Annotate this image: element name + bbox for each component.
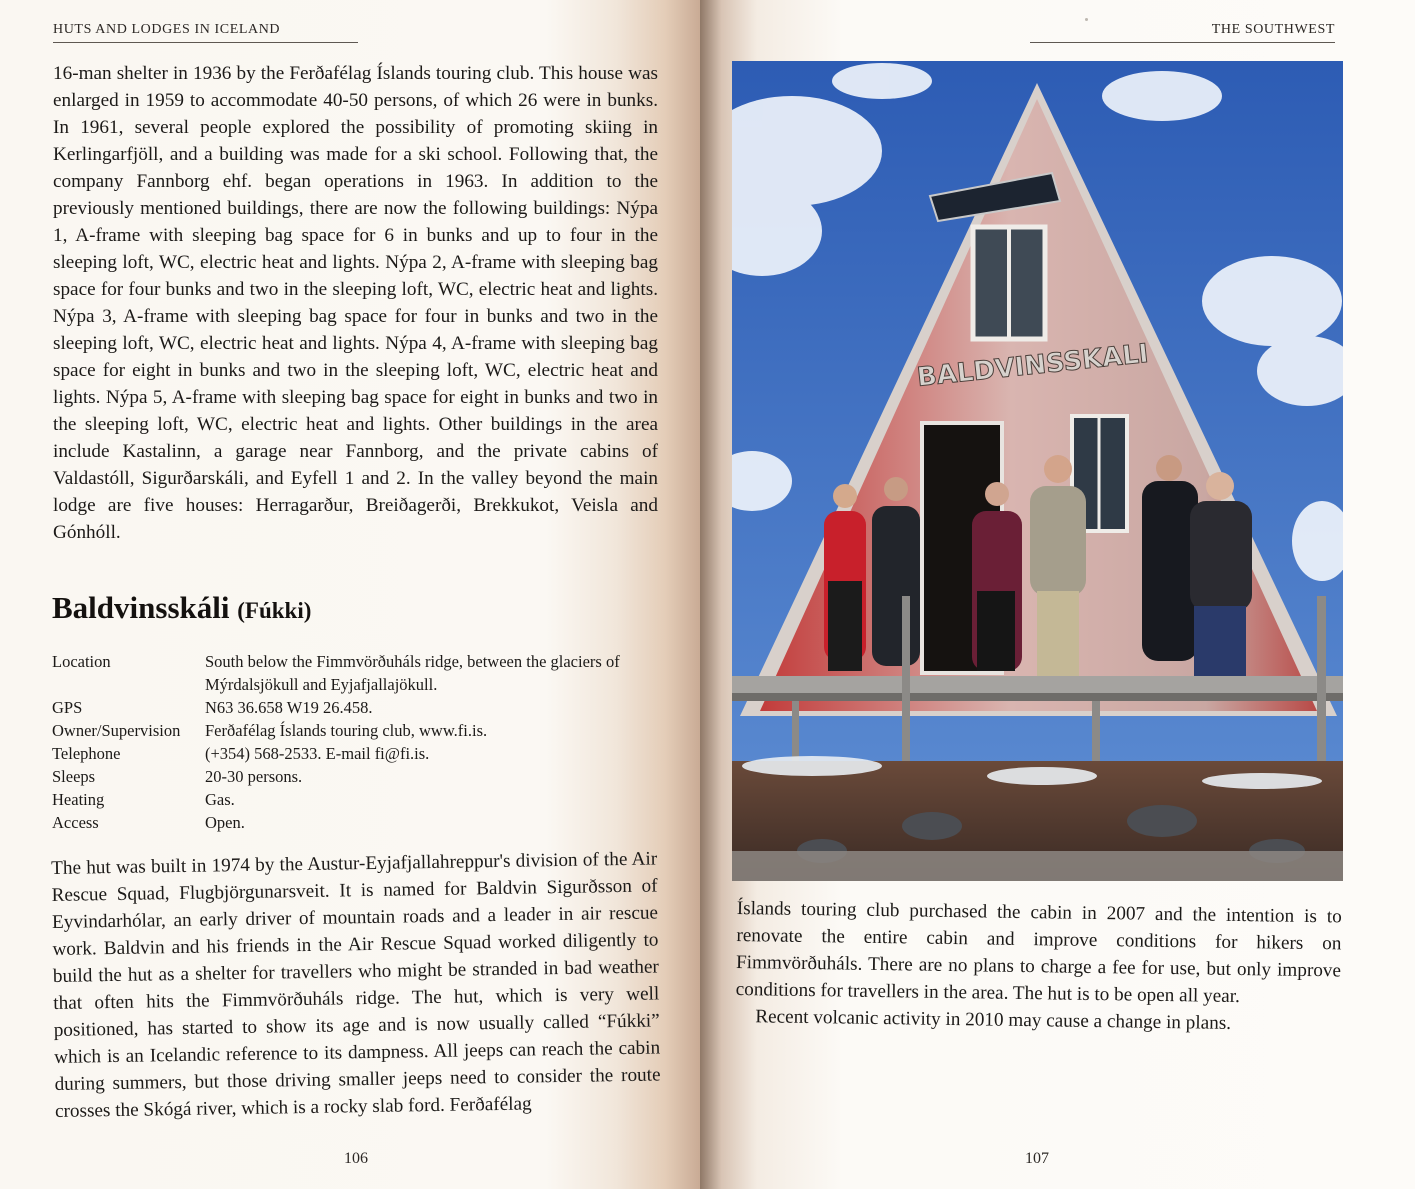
facts-row-access: [52, 811, 672, 834]
facts-row-sleeps: [52, 765, 672, 788]
facts-row-gps: [52, 696, 672, 719]
facts-row-location: [52, 650, 672, 696]
facts-value: Open.: [205, 813, 245, 832]
facts-value: Ferðafélag Íslands touring club, www.fi.is.: [205, 721, 488, 740]
people-group: [824, 455, 1252, 686]
top-paragraph: 16-man shelter in 1936 by the Ferðafélag Íslands touring club. This house was enlarged in 1959 to accommodate 40-50 persons, of which 26 were in bunks. In 1961, several people explored the possibility of promoting skiing in Kerlingarfjöll, and a building was made for a ski school. Following that, the company Fannborg ehf. began operations in 1963. In addition to the previously mentioned buildings, there are now the following buildings: Nýpa 1, A-frame with sleeping bag space for 6 in bunks and up to four in the sleeping loft, WC, electric heat and lights. Nýpa 2, A-frame with sleeping bag space for four bunks and two in the sleeping loft, WC, electric heat and lights. Nýpa 3, A-frame with sleeping bag space for four in bunks and two in the sleeping loft, WC, electric heat and lights. Nýpa 4, A-frame with sleeping bag space for eight in bunks and two in the sleeping loft, WC, electric heat and lights. Nýpa 5, A-frame with sleeping bag space for eight in bunks and two in the sleeping loft, WC, electric heat and lights. Other buildings in the area include Kastalinn, a garage near Fannborg, and the private cabins of Valdastóll, Sigurðarskáli, and Eyfell 1 and 2. In the valley beyond the main lodge are five houses: Herragarður, Breiðagerði, Brekkukot, Veisla and Gónhóll.: [53, 63, 658, 543]
facts-key: Owner/Supervision: [52, 721, 181, 740]
running-head-left: HUTS AND LODGES IN ICELAND: [53, 22, 358, 43]
facts-key: Location: [52, 652, 111, 671]
facts-table: [52, 650, 672, 834]
running-head-right: THE SOUTHWEST: [1030, 22, 1335, 43]
facts-key: Sleeps: [52, 767, 96, 786]
facts-key: GPS: [52, 698, 83, 717]
right-page: [700, 0, 1415, 1189]
section-heading: [52, 590, 311, 626]
top-paragraph-block: [53, 60, 658, 546]
hut-photo-illustration: [732, 61, 1343, 881]
section-title: Baldvinsskáli: [52, 590, 230, 625]
right-paragraph-1: Íslands touring club purchased the cabin in 2007 and the intention is to renovate the entire cabin and improve conditions for hikers on Fimmvörðuháls. There are no plans to charge a fee for use, but only improve conditions for travellers in the area. The hut is to be open all year.: [735, 897, 1342, 1008]
facts-key: Access: [52, 813, 99, 832]
hut-photo: [732, 61, 1343, 881]
facts-value: 20-30 persons.: [205, 767, 303, 786]
facts-row-owner: [52, 719, 672, 742]
section-title-alt: (Fúkki): [237, 598, 312, 623]
facts-value: Gas.: [205, 790, 235, 809]
facts-value: (+354) 568-2533. E-mail fi@fi.is.: [205, 744, 430, 763]
right-text-block: [735, 895, 1342, 1038]
bottom-paragraph: The hut was built in 1974 by the Austur-Eyjafjallahreppur's division of the Air Rescue Squad, Flugbjörgunarsveit. It is named for Baldvin Sigurðsson of Eyvindarhólar, an early driver of mountain roads and a leader in air rescue work. Baldvin and his friends in the Air Rescue Squad worked diligently to build the hut as a shelter for travellers who might be stranded in bad weather that often hits the Fimmvörðuháls ridge. The hut, which is very well positioned, has started to show its age and is now usually called “Fúkki” which is an Icelandic reference to its dampness. All jeeps can reach the cabin during summers, but those driving smaller jeeps need to consider the route crosses the Skógá river, which is a rocky slab ford. Ferðafélag: [51, 848, 661, 1122]
facts-row-heating: [52, 788, 672, 811]
page-number-left: 106: [344, 1150, 368, 1167]
facts-value: N63 36.658 W19 26.458.: [205, 698, 373, 717]
facts-row-telephone: [52, 742, 672, 765]
facts-key: Heating: [52, 790, 105, 809]
page-number-right: 107: [1025, 1150, 1049, 1167]
hut-sign: BALDVINSSKALI: [915, 338, 1150, 393]
right-paragraph-2: Recent volcanic activity in 2010 may cause a change in plans.: [755, 1006, 1232, 1034]
facts-key: Telephone: [52, 744, 121, 763]
left-page: [0, 0, 700, 1189]
paper-speck: [1085, 18, 1088, 21]
bottom-paragraph-block: [51, 845, 661, 1124]
facts-value: South below the Fimmvörðuháls ridge, between the glaciers of Mýrdalsjökull and Eyjafjallajökull.: [205, 652, 620, 694]
